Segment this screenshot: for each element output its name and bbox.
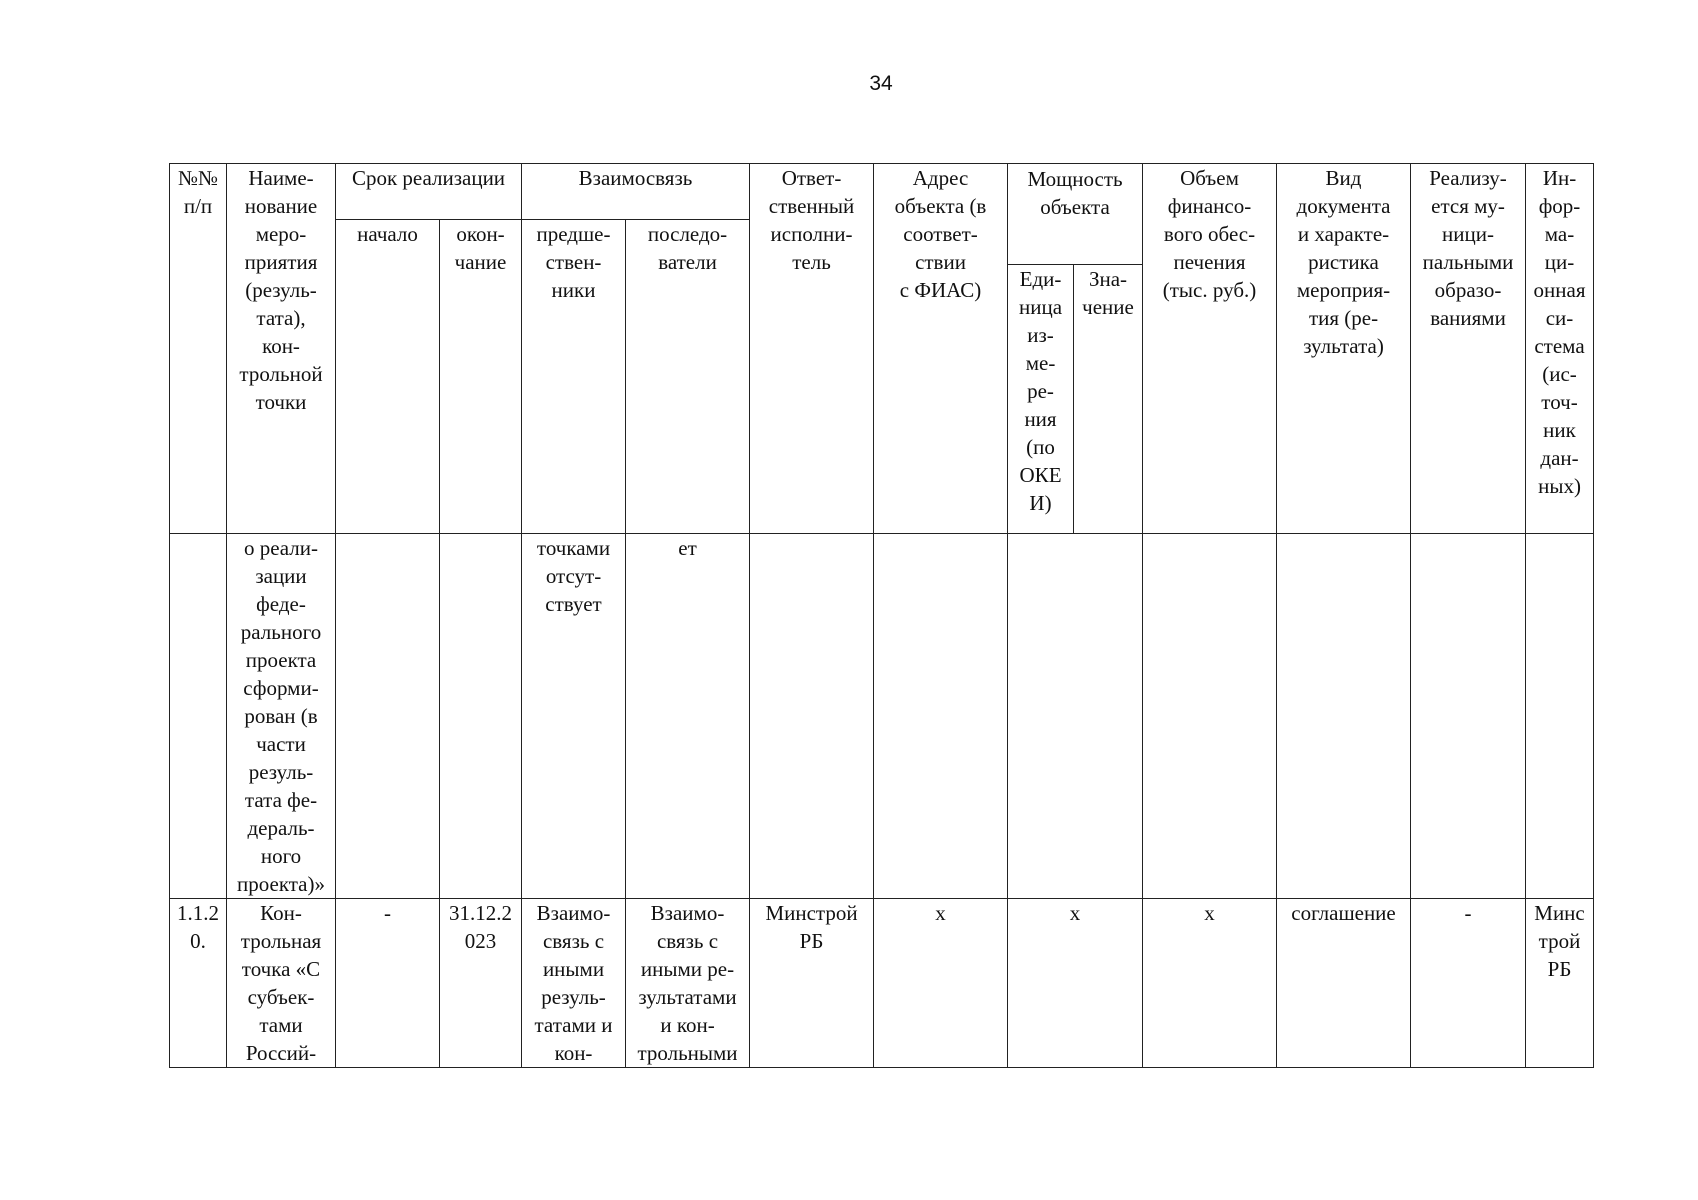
cell-capacity: [1008, 534, 1143, 899]
header-link-pred: предше- ствен- ники: [522, 220, 626, 534]
cell-capacity: х: [1008, 899, 1143, 1068]
header-address: Адрес объекта (в соответ- ствии с ФИАС): [874, 164, 1008, 534]
cell-municipal: [1411, 534, 1526, 899]
cell-address: [874, 534, 1008, 899]
cell-name: о реали- зации феде- рального проекта сформи- рован (в части резуль- тата фе- дераль- ного проекта)»: [227, 534, 336, 899]
header-municipal: Реализу- ется му- ници- пальными образо- ваниями: [1411, 164, 1526, 534]
cell-info-system: Минс трой РБ: [1526, 899, 1594, 1068]
header-term-end: окон- чание: [440, 220, 522, 534]
cell-succ: Взаимо- связь с иными ре- зультатами и кон- трольными: [626, 899, 750, 1068]
header-num: №№ п/п: [170, 164, 227, 534]
cell-address: х: [874, 899, 1008, 1068]
cell-municipal: -: [1411, 899, 1526, 1068]
header-row: [170, 164, 1594, 220]
header-capacity: Мощность объекта: [1008, 164, 1143, 265]
cell-name: Кон- трольная точка «С субъек- тами Россий-: [227, 899, 336, 1068]
cell-end: [440, 534, 522, 899]
header-doc-type: Вид документа и характе- ристика мероприя- тия (ре- зультата): [1277, 164, 1411, 534]
cell-doc-type: [1277, 534, 1411, 899]
header-term-start: начало: [336, 220, 440, 534]
page-number: 34: [869, 72, 893, 95]
header-info-system: Ин- фор- ма- ци- онная си- стема (ис- точ- ник дан- ных): [1526, 164, 1594, 534]
cell-funding: х: [1143, 899, 1277, 1068]
cell-num: [170, 534, 227, 899]
header-responsible: Ответ- ственный исполни- тель: [750, 164, 874, 534]
cell-doc-type: соглашение: [1277, 899, 1411, 1068]
cell-succ: ет: [626, 534, 750, 899]
cell-start: [336, 534, 440, 899]
cell-funding: [1143, 534, 1277, 899]
cell-start: -: [336, 899, 440, 1068]
header-capacity-unit: Еди- ница из- ме- ре- ния (по ОКЕ И): [1008, 265, 1074, 534]
cell-num: 1.1.2 0.: [170, 899, 227, 1068]
cell-responsible: Минстрой РБ: [750, 899, 874, 1068]
header-funding: Объем финансо- вого обес- печения (тыс. руб.): [1143, 164, 1277, 534]
header-link-succ: последо- ватели: [626, 220, 750, 534]
cell-info-system: [1526, 534, 1594, 899]
header-capacity-value: Зна- чение: [1074, 265, 1143, 534]
cell-pred: Взаимо- связь с иными резуль- татами и кон-: [522, 899, 626, 1068]
table-row: [170, 899, 1594, 1068]
header-term: Срок реализации: [336, 164, 522, 220]
cell-pred: точками отсут- ствует: [522, 534, 626, 899]
cell-end: 31.12.2 023: [440, 899, 522, 1068]
header-link: Взаимосвязь: [522, 164, 750, 220]
measures-table: [169, 163, 1594, 1068]
cell-responsible: [750, 534, 874, 899]
table-row: [170, 534, 1594, 899]
header-name: Наиме- нование меро- приятия (резуль- тата), кон- трольной точки: [227, 164, 336, 534]
